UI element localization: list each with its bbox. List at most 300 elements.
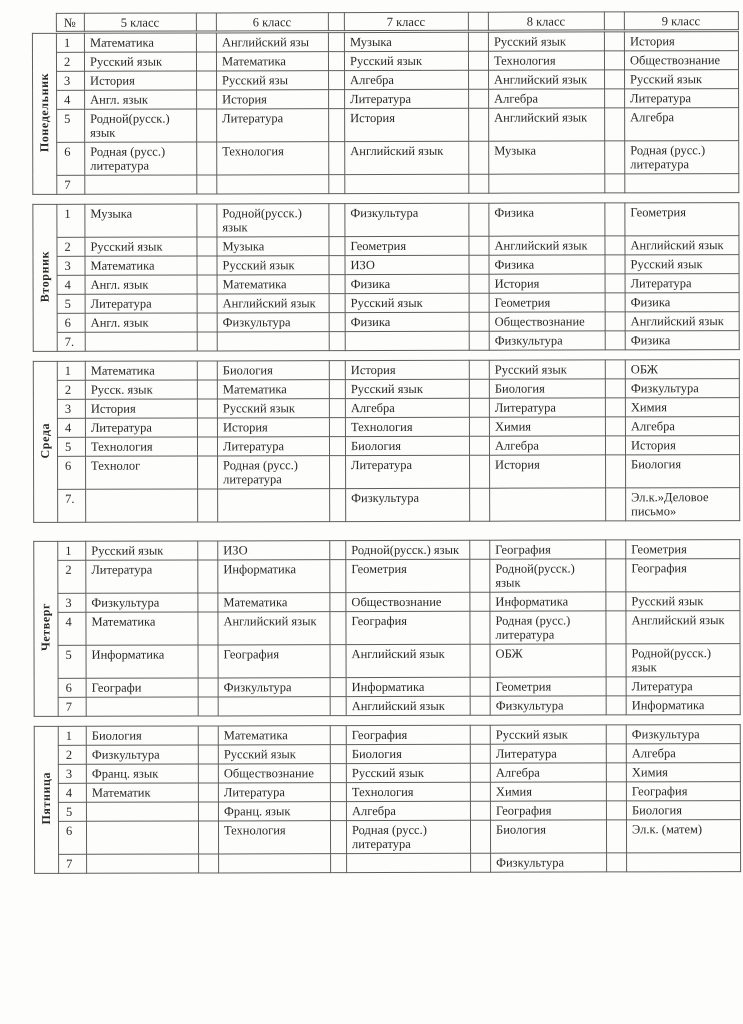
column-spacer [329, 204, 345, 237]
column-spacer [606, 744, 626, 763]
lesson-row [33, 436, 739, 457]
column-spacer [197, 313, 217, 332]
column-spacer [198, 560, 218, 593]
column-spacer [606, 592, 626, 611]
lesson-number: 2 [57, 237, 85, 256]
subject-cell [218, 697, 330, 716]
column-spacer [468, 32, 488, 51]
column-spacer [605, 236, 625, 255]
subject-cell: Биология [626, 801, 740, 820]
lesson-row [34, 696, 740, 717]
column-spacer [197, 437, 217, 456]
lesson-number: 7. [58, 489, 86, 522]
subject-cell: Математика [217, 275, 329, 294]
lesson-row [34, 455, 740, 490]
subject-cell: История [217, 418, 329, 437]
subject-cell: Алгебра [345, 70, 469, 89]
subject-cell: Технология [85, 437, 197, 456]
column-spacer [197, 175, 217, 194]
day-name: Четверг [38, 603, 53, 652]
column-spacer [197, 275, 217, 294]
column-spacer [605, 312, 625, 331]
column-spacer [470, 820, 490, 853]
subject-cell: Англ. язык [85, 90, 197, 109]
lesson-number: 5 [57, 437, 85, 456]
column-spacer [469, 360, 489, 379]
lesson-row [33, 236, 739, 257]
subject-cell: Русский язык [625, 70, 739, 89]
subject-cell: Физкультура [86, 593, 198, 612]
subject-cell [86, 821, 198, 854]
subject-cell: Технология [345, 417, 469, 436]
subject-cell: Технология [488, 51, 604, 70]
column-spacer [605, 108, 625, 141]
subject-cell: Физика [489, 203, 605, 236]
subject-cell [489, 174, 605, 193]
lesson-row [33, 379, 739, 400]
subject-cell: Физика [345, 274, 469, 293]
column-spacer [607, 853, 627, 872]
subject-cell: Технология [217, 142, 329, 175]
subject-cell [219, 854, 331, 873]
corner-number-header: № [56, 13, 84, 31]
subject-cell: История [85, 399, 197, 418]
lesson-row [34, 801, 740, 822]
day-block [32, 31, 739, 195]
lesson-number: 2 [57, 380, 85, 399]
column-spacer [329, 256, 345, 275]
lesson-number: 1 [56, 33, 84, 52]
lesson-row [33, 417, 739, 438]
subject-cell: История [490, 455, 606, 488]
column-spacer [606, 763, 626, 782]
subject-cell: Алгебра [626, 744, 740, 763]
column-spacer [605, 70, 625, 89]
subject-cell: Музыка [489, 141, 605, 174]
subject-cell: Русский язык [84, 52, 196, 71]
subject-cell: Русский язык [217, 399, 329, 418]
subject-cell [345, 174, 469, 193]
subject-cell: Математика [85, 256, 197, 275]
subject-cell: Биология [217, 361, 329, 380]
lesson-row [34, 644, 740, 679]
column-spacer [469, 203, 489, 236]
subject-cell: Информатика [218, 560, 330, 593]
column-spacer [330, 726, 346, 745]
column-spacer [197, 71, 217, 90]
subject-cell: Обществознание [218, 764, 330, 783]
column-spacer [606, 540, 626, 559]
subject-cell [85, 175, 197, 194]
subject-cell: Обществознание [346, 592, 470, 611]
subject-cell: Англ. язык [85, 275, 197, 294]
column-spacer [198, 745, 218, 764]
subject-cell: Обществознание [624, 51, 738, 70]
subject-cell: История [85, 71, 197, 90]
column-spacer [328, 33, 344, 52]
column-spacer [470, 744, 490, 763]
column-spacer [470, 559, 490, 592]
subject-cell: Биология [86, 726, 198, 745]
subject-cell: Литература [217, 437, 329, 456]
day-label-cell [33, 361, 57, 522]
subject-cell [86, 489, 198, 522]
class-header: 8 класс [488, 12, 604, 30]
column-spacer [470, 644, 490, 677]
lesson-row [34, 488, 740, 523]
subject-cell: Английский язык [217, 294, 329, 313]
subject-cell: Биология [346, 744, 470, 763]
lesson-number: 7. [57, 332, 85, 351]
column-spacer [470, 592, 490, 611]
column-spacer [329, 142, 345, 175]
column-spacer [329, 313, 345, 332]
column-spacer [468, 51, 488, 70]
column-spacer [198, 764, 218, 783]
subject-cell: Родная (русс.) литература [346, 820, 470, 853]
subject-cell: Географи [86, 678, 198, 697]
column-spacer [197, 237, 217, 256]
day-block [32, 202, 739, 352]
column-spacer [470, 801, 490, 820]
lesson-row [34, 677, 740, 698]
lesson-row [34, 763, 740, 784]
column-spacer [606, 611, 626, 644]
lesson-row [33, 89, 739, 110]
column-spacer [330, 783, 346, 802]
lesson-row [34, 540, 740, 561]
column-spacer [469, 379, 489, 398]
subject-cell: Физика [489, 255, 605, 274]
column-spacer [606, 782, 626, 801]
header-column-spacer [468, 12, 488, 30]
subject-cell: Английский язык [218, 612, 330, 645]
header-column-spacer [604, 12, 624, 30]
subject-cell [345, 331, 469, 350]
subject-cell [218, 489, 330, 522]
column-spacer [606, 725, 626, 744]
column-spacer [605, 436, 625, 455]
column-spacer [329, 237, 345, 256]
column-spacer [606, 801, 626, 820]
subject-cell: Химия [626, 763, 740, 782]
subject-cell: Английский язык [625, 236, 739, 255]
column-spacer [605, 89, 625, 108]
subject-cell: Биология [345, 436, 469, 455]
column-spacer [469, 436, 489, 455]
column-spacer [329, 71, 345, 90]
column-spacer [606, 455, 626, 488]
column-spacer [197, 142, 217, 175]
column-spacer [605, 417, 625, 436]
day-block [34, 724, 741, 874]
day-label-cell [32, 33, 56, 194]
column-spacer [605, 360, 625, 379]
lesson-row [33, 312, 739, 333]
column-spacer [606, 644, 626, 677]
subject-cell: Русский язык [86, 541, 198, 560]
day-name: Пятница [38, 772, 53, 825]
column-spacer [469, 236, 489, 255]
subject-cell: Алгебра [625, 417, 739, 436]
column-spacer [329, 90, 345, 109]
subject-cell: Алгебра [625, 108, 739, 141]
column-spacer [470, 763, 490, 782]
lesson-number: 4 [57, 418, 85, 437]
lesson-number: 2 [56, 52, 84, 71]
subject-cell: Физкультура [491, 853, 607, 872]
subject-cell: География [626, 559, 740, 592]
column-spacer [198, 678, 218, 697]
subject-cell: Информатика [86, 645, 198, 678]
column-spacer [199, 854, 219, 873]
subject-cell: Литература [85, 418, 197, 437]
subject-cell: Математика [218, 593, 330, 612]
column-spacer [197, 256, 217, 275]
subject-cell: Русский язык [346, 763, 470, 782]
lesson-number: 6 [57, 313, 85, 332]
column-spacer [469, 108, 489, 141]
subject-cell: Литература [217, 109, 329, 142]
column-spacer [330, 697, 346, 716]
subject-cell: ИЗО [345, 255, 469, 274]
subject-cell: ИЗО [218, 541, 330, 560]
subject-cell: История [625, 436, 739, 455]
subject-cell: Родная (русс.) литература [85, 142, 197, 175]
subject-cell: Английский язык [345, 141, 469, 174]
column-spacer [330, 802, 346, 821]
subject-cell [627, 853, 741, 872]
column-spacer [198, 697, 218, 716]
subject-cell: Математика [86, 612, 198, 645]
column-spacer [469, 312, 489, 331]
subject-cell: Франц. язык [218, 802, 330, 821]
lesson-row [35, 853, 741, 874]
column-spacer [197, 204, 217, 237]
lesson-number: 7 [58, 697, 86, 716]
subject-cell: География [626, 782, 740, 801]
subject-cell: Музыка [217, 237, 329, 256]
column-spacer [198, 645, 218, 678]
schedule-table [32, 11, 740, 883]
day-block [33, 359, 740, 523]
column-spacer [198, 541, 218, 560]
column-spacer [196, 52, 216, 71]
column-spacer [198, 489, 218, 522]
subject-cell [625, 174, 739, 193]
lesson-row [33, 255, 739, 276]
subject-cell: География [490, 801, 606, 820]
subject-cell: ОБЖ [625, 360, 739, 379]
subject-cell: Русский язык [488, 32, 604, 51]
subject-cell: Химия [489, 417, 605, 436]
column-spacer [606, 677, 626, 696]
lesson-row [34, 820, 740, 855]
class-header: 5 класс [84, 13, 196, 31]
lesson-number: 4 [57, 275, 85, 294]
column-spacer [470, 488, 490, 521]
subject-cell: Информатика [626, 696, 740, 715]
subject-cell: Русский язык [626, 592, 740, 611]
column-spacer [470, 611, 490, 644]
column-spacer [605, 379, 625, 398]
column-spacer [469, 70, 489, 89]
subject-cell: Английский язык [626, 611, 740, 644]
subject-cell: Физкультура [626, 725, 740, 744]
column-spacer [469, 331, 489, 350]
lesson-number: 7 [59, 854, 87, 873]
column-spacer [329, 175, 345, 194]
day-name: Понедельник [36, 72, 52, 153]
column-spacer [330, 560, 346, 593]
lesson-row [33, 331, 739, 352]
subject-cell: Литература [345, 89, 469, 108]
column-spacer [331, 854, 347, 873]
subject-cell: Алгебра [346, 801, 470, 820]
column-spacer [329, 294, 345, 313]
subject-cell: Химия [490, 782, 606, 801]
subject-cell [87, 854, 199, 873]
class-header: 9 класс [624, 12, 738, 30]
subject-cell: Информатика [490, 592, 606, 611]
column-spacer [605, 174, 625, 193]
column-spacer [330, 745, 346, 764]
lesson-number: 3 [57, 256, 85, 275]
column-spacer [470, 455, 490, 488]
column-spacer [606, 696, 626, 715]
subject-cell: Физкультура [346, 488, 470, 521]
subject-cell: Математика [216, 52, 328, 71]
subject-cell: Литература [346, 455, 470, 488]
subject-cell [347, 853, 471, 872]
subject-cell: Английский язы [216, 33, 328, 52]
column-spacer [330, 612, 346, 645]
column-spacer [606, 559, 626, 592]
lesson-number: 7 [57, 175, 85, 194]
column-spacer [470, 677, 490, 696]
lesson-number: 2 [58, 560, 86, 593]
column-spacer [330, 541, 346, 560]
lesson-row [34, 559, 740, 594]
subject-cell: Биология [490, 820, 606, 853]
subject-cell: Физика [625, 331, 739, 350]
subject-cell: Геометрия [490, 677, 606, 696]
subject-cell: Литература [625, 274, 739, 293]
subject-cell [86, 697, 198, 716]
subject-cell: Алгебра [489, 89, 605, 108]
subject-cell: Литература [218, 783, 330, 802]
subject-cell: Физкультура [217, 313, 329, 332]
subject-cell: Музыка [344, 32, 468, 51]
subject-cell [490, 488, 606, 521]
column-spacer [605, 293, 625, 312]
column-spacer [197, 90, 217, 109]
column-spacer [469, 89, 489, 108]
lesson-number: 4 [57, 90, 85, 109]
header-column-spacer [328, 13, 344, 31]
subject-cell: Физкультура [218, 678, 330, 697]
header-column-spacer [196, 13, 216, 31]
lesson-row [34, 782, 740, 803]
column-spacer [330, 489, 346, 522]
subject-cell: Математика [218, 726, 330, 745]
subject-cell: Литература [86, 560, 198, 593]
column-spacer [198, 783, 218, 802]
column-spacer [470, 540, 490, 559]
subject-cell: Технология [346, 782, 470, 801]
lesson-number: 3 [58, 593, 86, 612]
lesson-number: 2 [58, 745, 86, 764]
column-spacer [330, 593, 346, 612]
column-spacer [329, 399, 345, 418]
subject-cell: Физкультура [490, 696, 606, 715]
column-spacer [196, 33, 216, 52]
subject-cell: Информатика [346, 677, 470, 696]
column-spacer [197, 418, 217, 437]
subject-cell: Физика [625, 293, 739, 312]
subject-cell: Русский язык [85, 237, 197, 256]
subject-cell [217, 332, 329, 351]
column-spacer [198, 821, 218, 854]
column-spacer [469, 417, 489, 436]
subject-cell: Физкультура [489, 331, 605, 350]
subject-cell: Русский язык [218, 745, 330, 764]
lesson-number: 1 [58, 726, 86, 745]
subject-cell: ОБЖ [490, 644, 606, 677]
subject-cell: Музыка [85, 204, 197, 237]
column-spacer [198, 726, 218, 745]
subject-cell: География [218, 645, 330, 678]
column-spacer [329, 418, 345, 437]
subject-cell: Родной(русск.) язык [217, 204, 329, 237]
class-header-row [32, 11, 739, 32]
column-spacer [329, 380, 345, 399]
subject-cell: Эл.к. (матем) [626, 820, 740, 853]
column-spacer [469, 174, 489, 193]
subject-cell: История [624, 32, 738, 51]
subject-cell: Математик [86, 783, 198, 802]
column-spacer [469, 255, 489, 274]
day-label-cell [34, 541, 58, 716]
subject-cell: Алгебра [490, 763, 606, 782]
subject-cell: География [346, 611, 470, 644]
subject-cell: Биология [489, 379, 605, 398]
lesson-row [34, 611, 740, 646]
column-spacer [197, 294, 217, 313]
lesson-number: 1 [58, 541, 86, 560]
column-spacer [605, 203, 625, 236]
lesson-row [32, 32, 738, 53]
column-spacer [470, 696, 490, 715]
lesson-number: 1 [57, 361, 85, 380]
subject-cell: Родной(русск.) язык [85, 109, 197, 142]
lesson-row [32, 51, 738, 72]
subject-cell: Технология [218, 821, 330, 854]
column-spacer [471, 853, 491, 872]
subject-cell: Математика [217, 380, 329, 399]
subject-cell: География [490, 540, 606, 559]
lesson-row [33, 203, 739, 238]
subject-cell: Геометрия [625, 203, 739, 236]
subject-cell: Франц. язык [86, 764, 198, 783]
subject-cell: Английский язык [346, 696, 470, 715]
subject-cell: Химия [625, 398, 739, 417]
lesson-number: 4 [58, 783, 86, 802]
subject-cell: Английский язык [489, 236, 605, 255]
lesson-row [33, 360, 739, 381]
subject-cell: Русский язык [217, 256, 329, 275]
subject-cell: История [217, 90, 329, 109]
